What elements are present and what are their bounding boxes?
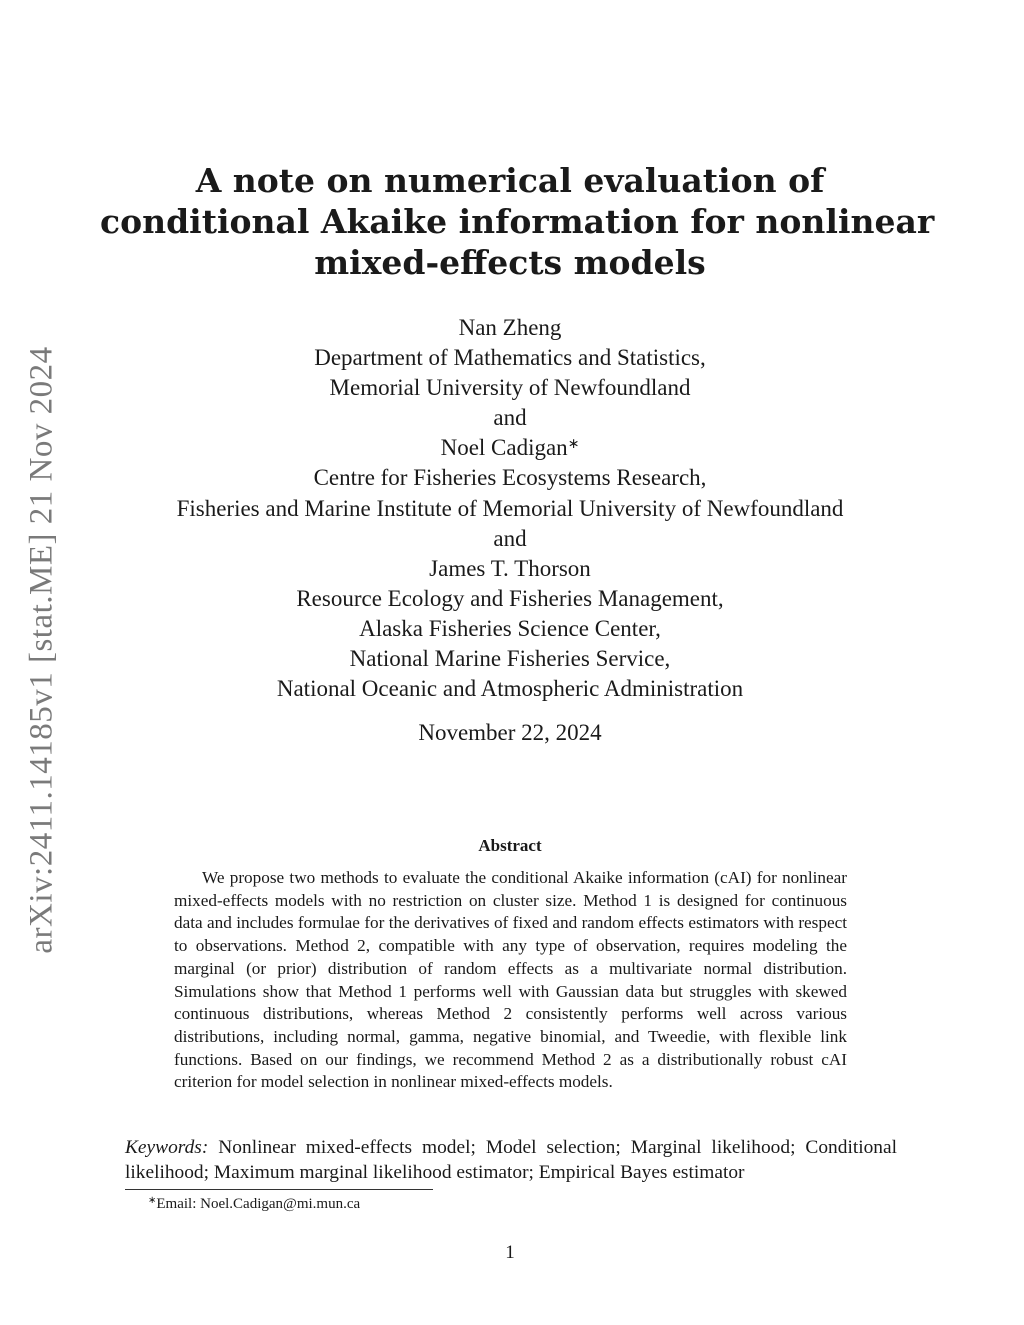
publication-date: November 22, 2024	[418, 720, 602, 745]
affiliation-3-line-2: Alaska Fisheries Science Center,	[359, 615, 661, 641]
affiliation-1-line-1: Department of Mathematics and Statistics,	[314, 345, 706, 371]
author-name-3: James T. Thorson	[429, 555, 591, 581]
author-name-2-line	[100, 433, 920, 463]
affiliation-3-line-3: National Marine Fisheries Service,	[349, 646, 671, 672]
keywords	[125, 1135, 897, 1185]
author-name-1: Nan Zheng	[458, 315, 562, 340]
arxiv-identifier-stamp: arXiv:2411.14185v1 [stat.ME] 21 Nov 2024	[23, 346, 60, 954]
footnote	[148, 1196, 360, 1213]
title-line: conditional Akaike information for nonlinear	[100, 202, 935, 241]
affiliation-3-line-4: National Oceanic and Atmospheric Administration	[276, 676, 744, 702]
keywords-label: Keywords:	[125, 1137, 209, 1158]
footnote-email: Email: Noel.Cadigan@mi.mun.ca	[156, 1196, 361, 1212]
footnote-mark: ∗	[567, 437, 580, 453]
title-line: mixed-effects models	[314, 243, 706, 282]
author-name-2: Noel Cadigan	[440, 435, 568, 461]
footnote-divider	[125, 1189, 433, 1190]
author-separator-1: and	[493, 405, 527, 431]
affiliation-2-line-1: Centre for Fisheries Ecosystems Research,	[313, 465, 707, 491]
footnote-mark: ∗	[148, 1195, 157, 1206]
paper-title	[100, 160, 935, 283]
abstract-heading: Abstract	[478, 836, 542, 855]
affiliation-2-line-2: Fisheries and Marine Institute of Memorial University of Newfoundland	[176, 495, 844, 521]
abstract-text: We propose two methods to evaluate the conditional Akaike information (cAI) for nonlinear mixed-effects models with no restriction on cluster size. Method 1 is designed for continuous data and includes formulae for the derivatives of fixed and random effects estimators with respect to observations. Method 2, compatible with any type of observation, requires modeling the marginal (or prior) distribution of random effects as a multivariate normal distribution. Simulations show that Method 1 performs well with Gaussian data but struggles with skewed continuous distributions, whereas Method 2 consistently performs well across various distributions, including normal, gamma, negative binomial, and Tweedie, with flexible link functions. Based on our findings, we recommend Method 2 as a distributionally robust cAI criterion for model selection in nonlinear mixed-effects models.	[174, 868, 847, 1092]
title-line: A note on numerical evaluation of	[195, 161, 825, 200]
keywords-text: Nonlinear mixed-effects model; Model selection; Marginal likelihood; Conditional likelihood; Maximum marginal likelihood estimator; Empirical Bayes estimator	[125, 1137, 897, 1183]
author-block	[100, 313, 920, 704]
affiliation-1-line-2: Memorial University of Newfoundland	[329, 375, 691, 401]
page-number: 1	[505, 1242, 515, 1263]
affiliation-3-line-1: Resource Ecology and Fisheries Management,	[296, 585, 724, 611]
author-separator-2: and	[493, 525, 527, 551]
